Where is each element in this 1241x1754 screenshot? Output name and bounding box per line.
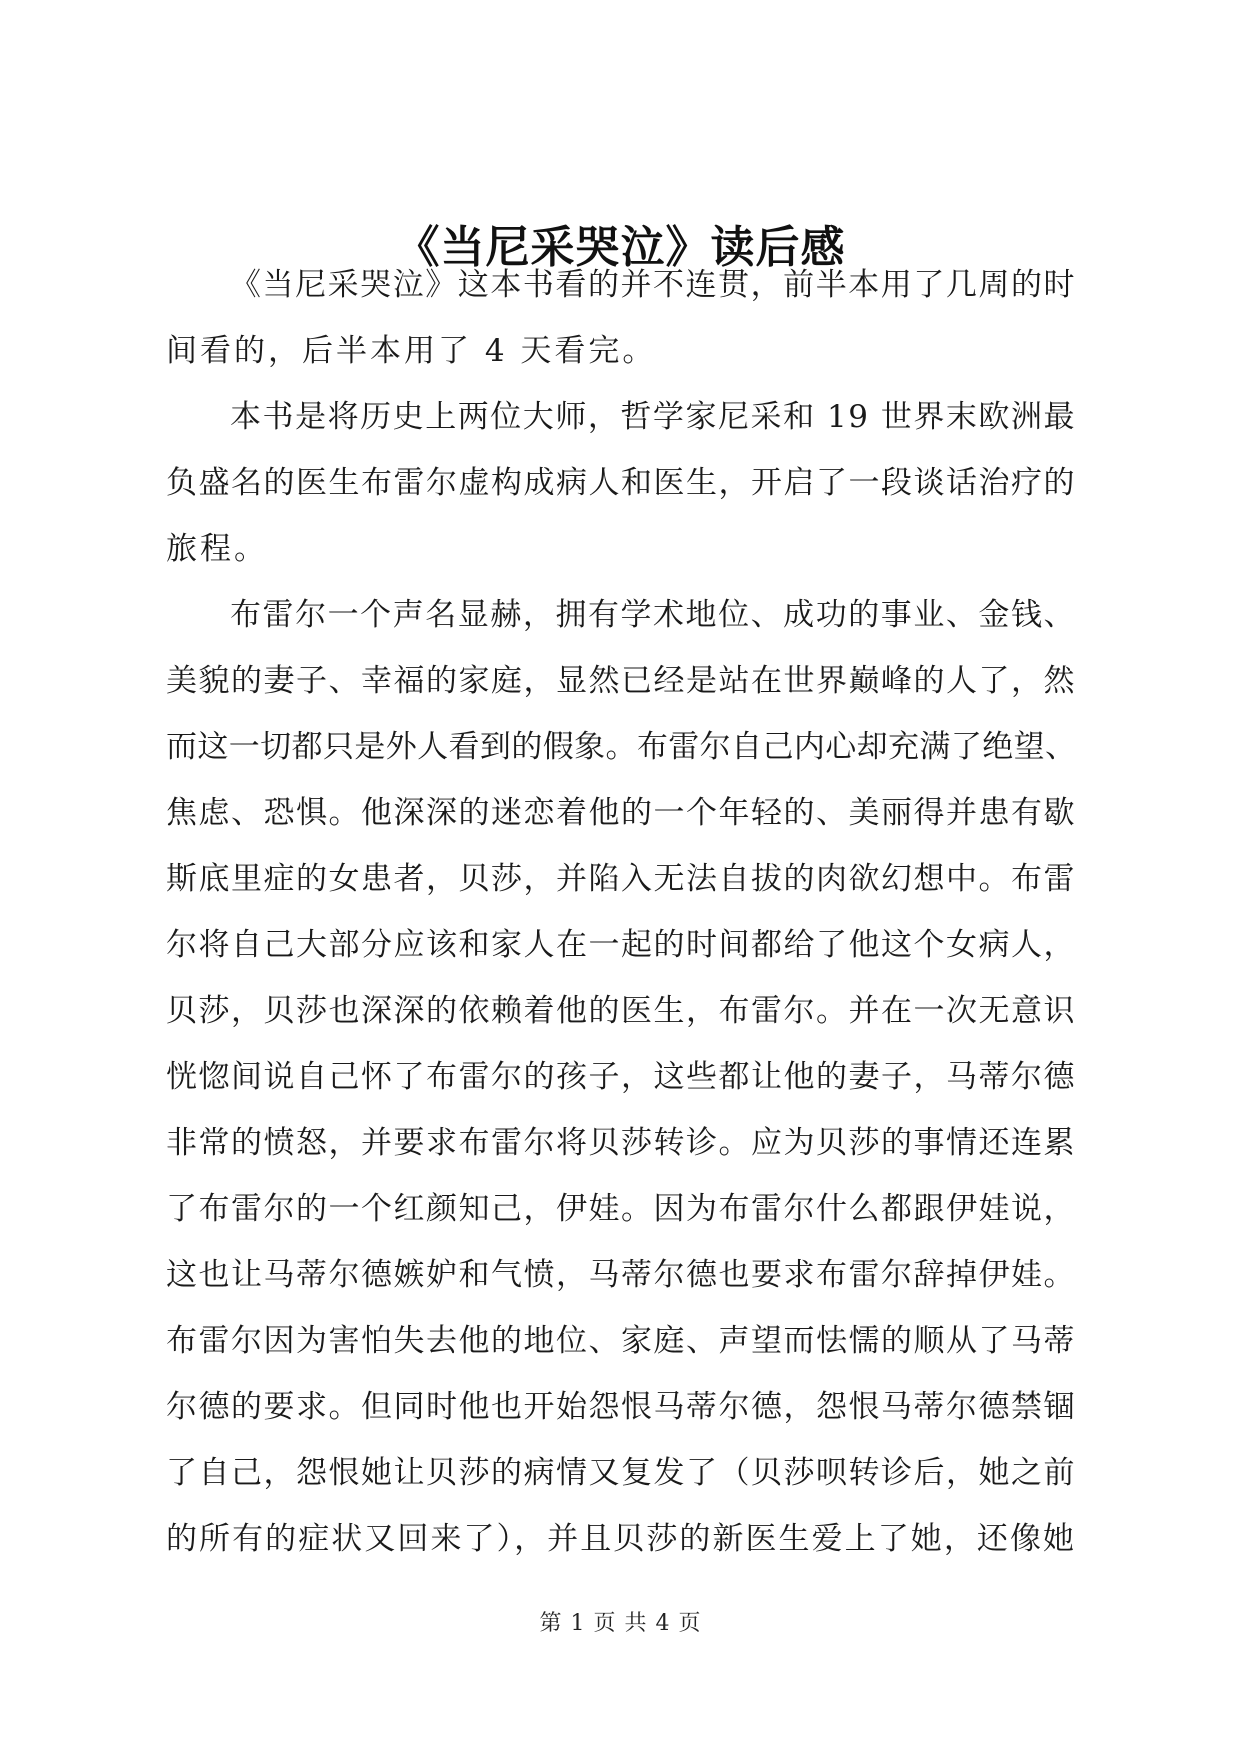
paragraph-3-line-10: 了布雷尔的一个红颜知己，伊娃。因为布雷尔什么都跟伊娃说， — [166, 1191, 1076, 1227]
paragraph-3-line-3: 而这一切都只是外人看到的假象。布雷尔自己内心却充满了绝望、 — [166, 729, 1076, 765]
paragraph-3-line-9: 非常的愤怒，并要求布雷尔将贝莎转诊。应为贝莎的事情还连累 — [166, 1125, 1076, 1161]
paragraph-1-line-2: 间看的，后半本用了 4 天看完。 — [166, 333, 657, 369]
document-title: 《当尼采哭泣》读后感 — [395, 222, 846, 273]
paragraph-3-line-12: 布雷尔因为害怕失去他的地位、家庭、声望而怯懦的顺从了马蒂 — [166, 1323, 1076, 1359]
paragraph-2-line-3: 旅程。 — [166, 531, 268, 567]
paragraph-3-line-6: 尔将自己大部分应该和家人在一起的时间都给了他这个女病人， — [166, 927, 1076, 963]
paragraph-3-line-2: 美貌的妻子、幸福的家庭，显然已经是站在世界巅峰的人了，然 — [166, 663, 1076, 699]
paragraph-3-line-14: 了自己，怨恨她让贝莎的病情又复发了（贝莎呗转诊后，她之前 — [166, 1455, 1076, 1491]
paragraph-2-line-1: 本书是将历史上两位大师，哲学家尼采和 19 世界末欧洲最 — [230, 399, 1076, 435]
page-number-footer: 第 1 页 共 4 页 — [539, 1611, 702, 1636]
paragraph-3-line-13: 尔德的要求。但同时他也开始怨恨马蒂尔德，怨恨马蒂尔德禁锢 — [166, 1389, 1076, 1425]
paragraph-3-line-8: 恍惚间说自己怀了布雷尔的孩子，这些都让他的妻子，马蒂尔德 — [166, 1059, 1076, 1095]
paragraph-1-line-1: 《当尼采哭泣》这本书看的并不连贯，前半本用了几周的时 — [230, 267, 1076, 303]
paragraph-3-line-15: 的所有的症状又回来了），并且贝莎的新医生爱上了她，还像她 — [166, 1521, 1076, 1557]
paragraph-3-line-5: 斯底里症的女患者，贝莎，并陷入无法自拔的肉欲幻想中。布雷 — [166, 861, 1076, 897]
paragraph-3-line-1: 布雷尔一个声名显赫，拥有学术地位、成功的事业、金钱、 — [230, 597, 1076, 633]
paragraph-2-line-2: 负盛名的医生布雷尔虚构成病人和医生，开启了一段谈话治疗的 — [166, 465, 1076, 501]
paragraph-3-line-4: 焦虑、恐惧。他深深的迷恋着他的一个年轻的、美丽得并患有歇 — [166, 795, 1076, 831]
paragraph-3-line-11: 这也让马蒂尔德嫉妒和气愤，马蒂尔德也要求布雷尔辞掉伊娃。 — [166, 1257, 1076, 1293]
paragraph-3-line-7: 贝莎，贝莎也深深的依赖着他的医生，布雷尔。并在一次无意识 — [166, 993, 1076, 1029]
